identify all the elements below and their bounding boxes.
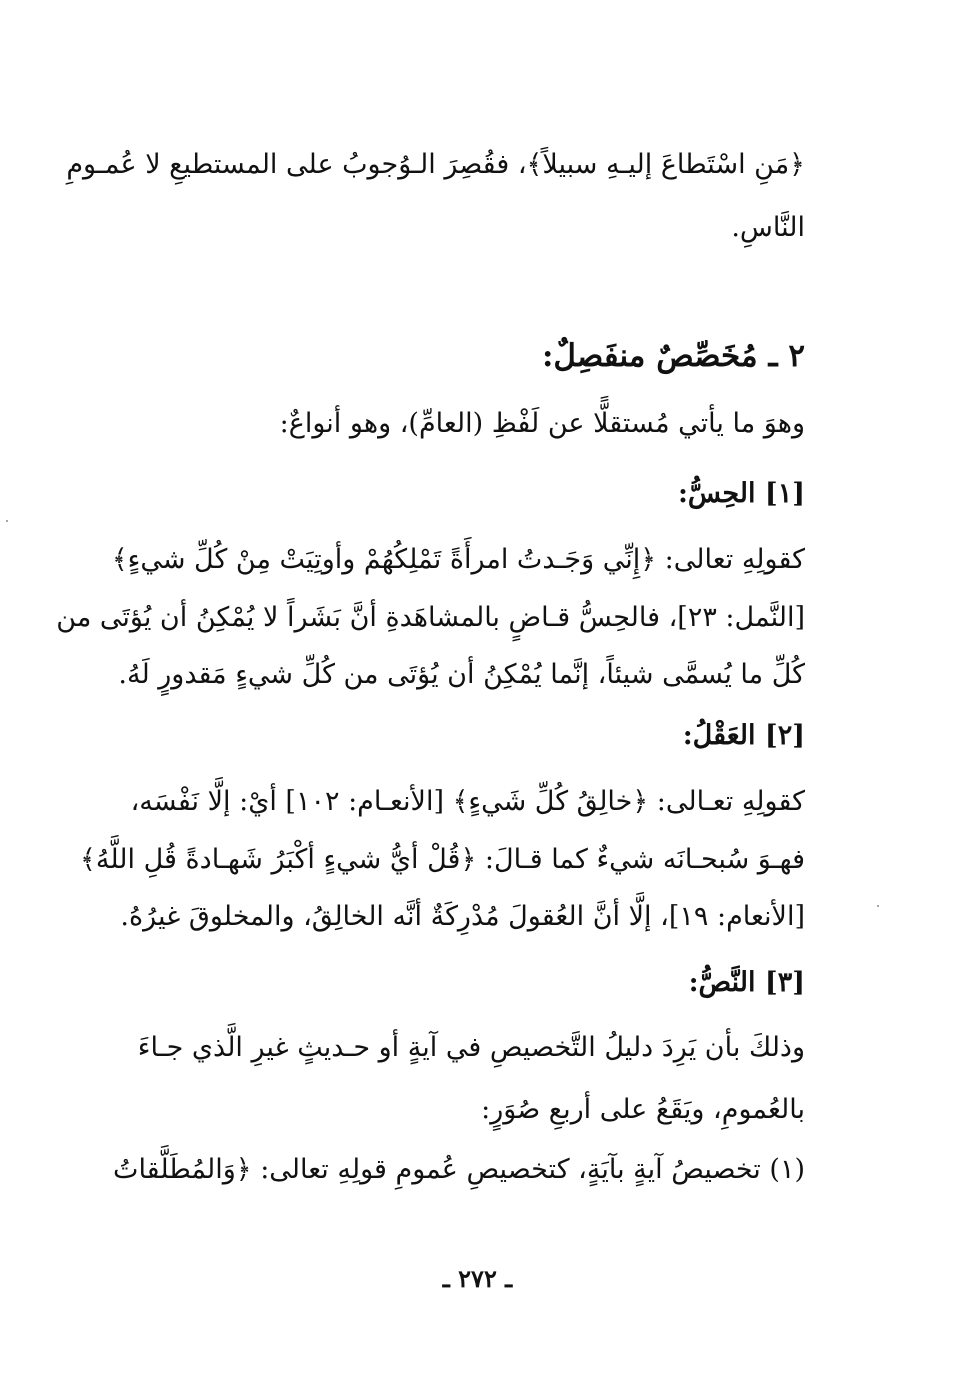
text-line-12: [الأنعام: ١٩]، إلَّا أنَّ العُقولَ مُدْرِكَةٌ أنَّه الخالِقُ، والمخلوقَ غيرُهُ. [120, 901, 805, 932]
subheading-senses: [١] الحِسُّ: [677, 478, 805, 509]
text-line-2: النَّاسِ. [731, 212, 805, 243]
scan-speck [6, 520, 8, 522]
page-number: ـ ٢٧٢ ـ [442, 1264, 513, 1293]
text-line-16: (١) تخصيصُ آيةٍ بآيَةٍ، كتخصيصِ عُمومِ قولِهِ تعالى: ﴿وَالمُطَلَّقاتُ [113, 1154, 805, 1185]
subheading-reason: [٢] العَقْلُ: [682, 720, 805, 751]
text-line-7: [النَّمل: ٢٣]، فالحِسُّ قـاضٍ بالمشاهَدةِ أنَّ بَشَراً لا يُمْكِنُ أن يُؤتَى من [56, 602, 805, 633]
subheading-text: [٣] النَّصُّ: [688, 967, 805, 998]
section-heading: ٢ ـ مُخَصِّصٌ منفَصِلٌ: [541, 338, 805, 374]
text-line-6: كقولِهِ تعالى: ﴿إِنِّي وَجَـدتُ امرأَةً تَمْلِكُهُمْ وأوتِيَتْ مِنْ كُلِّ شيءٍ﴾ [111, 544, 805, 575]
text-line-14: وذلكَ بأن يَرِدَ دليلُ التَّخصيصِ في آيةٍ أو حـديثٍ غيرِ الَّذي جـاءَ [137, 1032, 805, 1063]
text-line-15: بالعُمومِ، ويَقَعُ على أربعِ صُوَرٍ: [481, 1094, 805, 1125]
text-line-4: وهوَ ما يأتي مُستقلًّا عن لَفْظِ (العامِّ)، وهو أنواعٌ: [279, 408, 805, 439]
scan-speck [877, 905, 879, 907]
text-line-11: فهـوَ سُبحـانَه شيءٌ كما قـالَ: ﴿قُلْ أيُّ شيءٍ أكْبَرُ شَهـادةً قُلِ اللَّهُ﴾ [80, 844, 805, 875]
text-line-8: كُلِّ ما يُسمَّى شيئاً، إنَّما يُمْكِنُ أن يُؤتَى من كُلِّ شيءٍ مَقدورٍ لَهُ. [118, 659, 805, 690]
text-line-10: كقولِهِ تعـالى: ﴿خالِقُ كُلِّ شَيءٍ﴾ [الأنعـام: ١٠٢] أيْ: إلَّا نَفْسَه، [130, 786, 805, 817]
text-line-1: ﴿مَنِ اسْتَطاعَ إليـهِ سبيلاً﴾، فقُصِرَ الـوُجوبُ على المستطيعِ لا عُمـومِ [66, 149, 805, 180]
